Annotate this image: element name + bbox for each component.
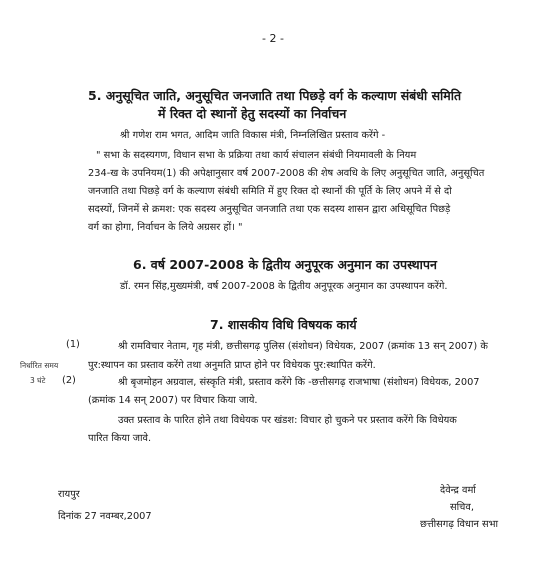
section6-heading: 6. वर्ष 2007-2008 के द्वितीय अनुपूरक अनुमान का उपस्थापन [133, 257, 437, 272]
signatory-org: छत्तीसगढ़ विधान सभा [420, 519, 499, 530]
footer-date: दिनांक 27 नवम्बर,2007 [58, 511, 152, 522]
section5-heading-line2: में रिक्त दो स्थानों हेतु सदस्यों का निर्वाचन [158, 106, 347, 121]
section6-body: डॉ. रमन सिंह,मुख्यमंत्री, वर्ष 2007-2008 के द्वितीय अनुपूरक अनुमान का उपस्थापन करेंगे. [120, 281, 448, 292]
item1-number: (1) [66, 339, 80, 350]
item2-line1: श्री बृजमोहन अग्रवाल, संस्कृति मंत्री, प्रस्ताव करेंगे कि -छत्तीसगढ़ राजभाषा (संशोधन) विधेयक, 2007 [118, 377, 480, 388]
section5-heading-line1: 5. अनुसूचित जाति, अनुसूचित जनजाति तथा पिछड़े वर्ग के कल्याण संबंधी समिति [88, 88, 462, 103]
section5-body-line: वर्ग का होगा, निर्वाचन के लिये अग्रसर हों। " [88, 222, 243, 233]
section5-intro: श्री गणेश राम भगत, आदिम जाति विकास मंत्री, निम्नलिखित प्रस्ताव करेंगे - [120, 130, 386, 141]
item2-number: (2) [62, 375, 76, 386]
item2-line4: पारित किया जावे. [88, 433, 152, 444]
signatory-name: देवेन्द्र वर्मा [440, 485, 476, 496]
page-number: - 2 - [262, 32, 284, 45]
time-allotted-value: 3 घंटे [30, 376, 46, 385]
signatory-title: सचिव, [450, 502, 474, 513]
section5-body-line: " सभा के सदस्यगण, विधान सभा के प्रक्रिया तथा कार्य संचालन संबंधी नियमावली के नियम [96, 150, 417, 161]
item1-line1: श्री रामविचार नेताम, गृह मंत्री, छत्तीसगढ़ पुलिस (संशोधन) विधेयक, 2007 (क्रमांक 13 सन् 2007) के [118, 341, 488, 352]
footer-place: रायपुर [58, 489, 80, 500]
item2-line3: उक्त प्रस्ताव के पारित होने तथा विधेयक पर खंडश: विचार हो चुकने पर प्रस्ताव करेंगे कि विधेयक [118, 415, 457, 426]
section5-body-line: 234-ख के उपनियम(1) की अपेक्षानुसार वर्ष 2007-2008 की शेष अवधि के लिए अनुसूचित जाति, अनुसूचित [88, 168, 485, 179]
item1-line2: पुर:स्थापन का प्रस्ताव करेंगे तथा अनुमति प्राप्त होने पर विधेयक पुर:स्थापित करेंगे. [88, 360, 376, 371]
section5-body-line: सदस्यों, जिनमें से क्रमश: एक सदस्य अनुसूचित जनजाति तथा एक सदस्य शासन द्वारा अधिसूचित पिछड़े [88, 204, 451, 215]
section7-heading: 7. शासकीय विधि विषयक कार्य [210, 317, 357, 332]
item2-line2: (क्रमांक 14 सन् 2007) पर विचार किया जाये. [88, 395, 258, 406]
section5-body-line: जनजाति तथा पिछड़े वर्ग के कल्याण संबंधी समिति में हुए रिक्त दो स्थानों की पूर्ति के लिए अपने में से दो [88, 186, 452, 197]
time-allotted-label: निर्धारित समय [20, 361, 59, 370]
